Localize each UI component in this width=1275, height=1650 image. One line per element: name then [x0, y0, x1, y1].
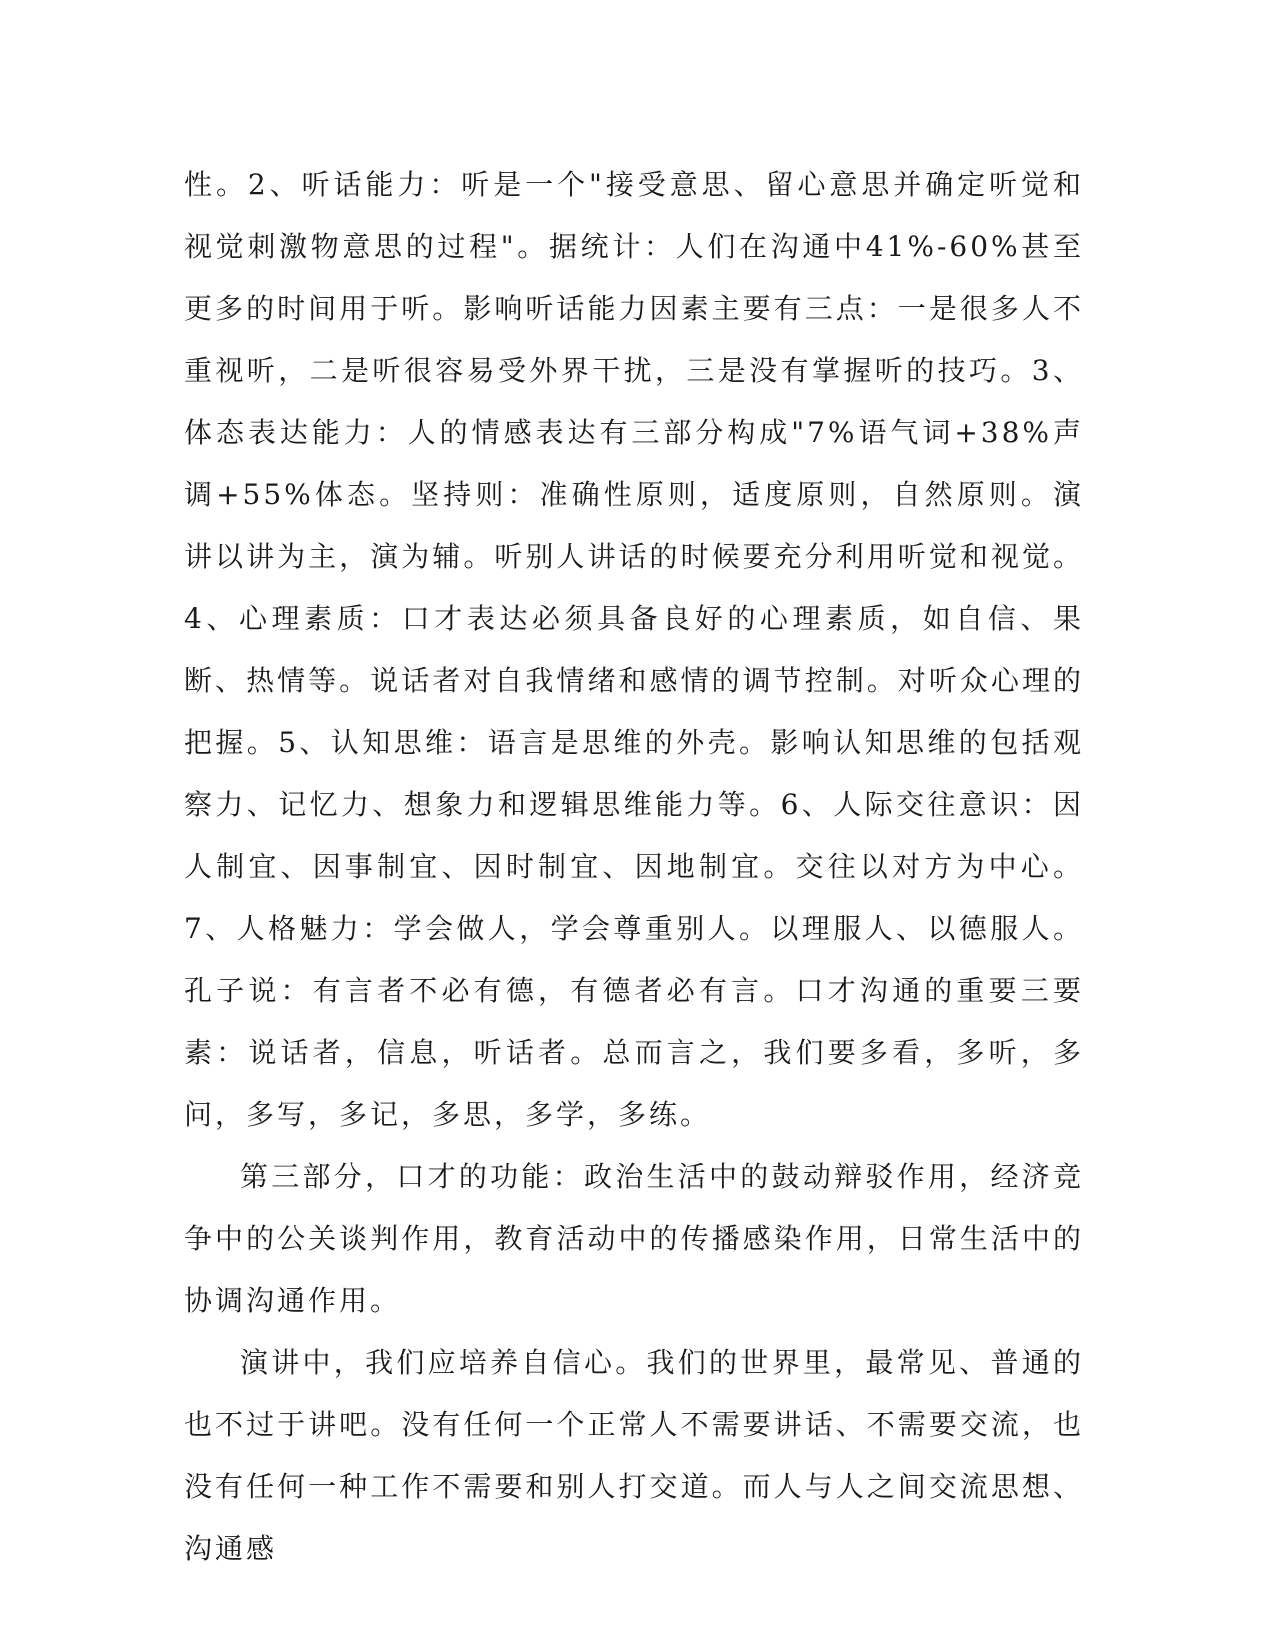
document-body	[184, 154, 1084, 1580]
paragraph-continued: 性。2、听话能力：听是一个"接受意思、留心意思并确定听觉和视觉刺激物意思的过程"。据统计：人们在沟通中41%-60%甚至更多的时间用于听。影响听话能力因素主要有三点：一是很多人不重视听，二是听很容易受外界干扰，三是没有掌握听的技巧。3、体态表达能力：人的情感表达有三部分构成"7%语气词+38%声调+55%体态。坚持则：准确性原则，适度原则，自然原则。演讲以讲为主，演为辅。听别人讲话的时候要充分利用听觉和视觉。4、心理素质：口才表达必须具备良好的心理素质，如自信、果断、热情等。说话者对自我情绪和感情的调节控制。对听众心理的把握。5、认知思维：语言是思维的外壳。影响认知思维的包括观察力、记忆力、想象力和逻辑思维能力等。6、人际交往意识：因人制宜、因事制宜、因时制宜、因地制宜。交往以对方为中心。7、人格魅力：学会做人，学会尊重别人。以理服人、以德服人。孔子说：有言者不必有德，有德者必有言。口才沟通的重要三要素：说话者，信息，听话者。总而言之，我们要多看，多听，多问，多写，多记，多思，多学，多练。	[184, 168, 1084, 1131]
paragraph-confidence: 演讲中，我们应培养自信心。我们的世界里，最常见、普通的也不过于讲吧。没有任何一个正常人不需要讲话、不需要交流，也没有任何一种工作不需要和别人打交道。而人与人之间交流思想、沟通感	[184, 1346, 1084, 1565]
paragraph-third-part: 第三部分，口才的功能：政治生活中的鼓动辩驳作用，经济竞争中的公关谈判作用，教育活动中的传播感染作用，日常生活中的协调沟通作用。	[184, 1160, 1084, 1317]
